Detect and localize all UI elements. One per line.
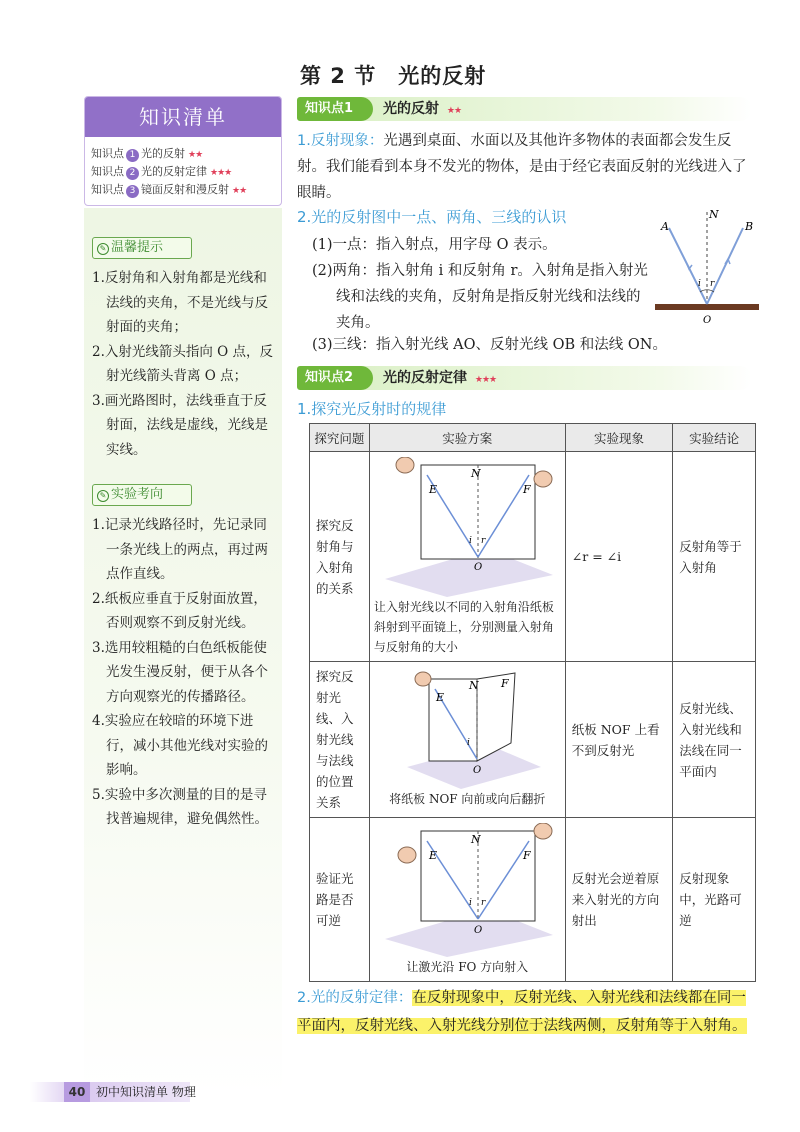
number-badge: 3 [126, 185, 139, 198]
table-row [310, 662, 756, 818]
checklist-prefix: 知识点 [91, 183, 124, 196]
knowledge-point-tag: 知识点2 [297, 366, 373, 390]
column-header: 实验现象 [565, 424, 673, 452]
phenomenon-cell: ∠r = ∠i [565, 452, 673, 662]
reflection-phenomenon [297, 128, 757, 206]
label-r: r [481, 897, 486, 908]
highlighted-law-text: 在反射现象中，反射光线、入射光线和法线都在同一平面内，反射光线、入射光线分别位于法线两侧，反射角等于入射角。 [297, 990, 747, 1034]
page-number: 40 [64, 1082, 90, 1102]
section-head: 2.光的反射定律： [297, 990, 413, 1006]
reflection-law [297, 984, 759, 1040]
exam-item: 4.实验应在较暗的环境下进行，减小其他光线对实验的影响。 [92, 713, 268, 778]
mirror-surface [655, 304, 759, 310]
table-header-row [310, 424, 756, 452]
section-head: 1.探究光反射时的规律 [297, 400, 447, 418]
difficulty-stars: ★★ [446, 106, 462, 116]
label-n: N [471, 832, 481, 846]
checklist-prefix: 知识点 [91, 147, 124, 160]
checklist-item [91, 181, 277, 199]
experiment-table [309, 423, 756, 982]
conclusion-cell: 反射光线、入射光线和法线在同一平面内 [673, 662, 756, 818]
tip-icon: ✎ [97, 243, 109, 255]
label-i: i [469, 897, 473, 908]
checklist-label: 光的反射 [141, 147, 185, 160]
tip-item: 2.入射光线箭头指向 O 点，反射光线箭头背离 O 点； [92, 343, 274, 384]
difficulty-stars: ★★ [232, 186, 247, 196]
number-badge: 2 [126, 167, 139, 180]
exam-title: 实验考向 [111, 487, 164, 502]
hand-icon [534, 823, 552, 839]
knowledge-checklist-header: 知识清单 [85, 97, 281, 137]
difficulty-stars: ★★★ [474, 375, 497, 385]
hand-icon [396, 457, 414, 473]
arrow-icon [687, 264, 692, 269]
label-r: r [710, 279, 715, 289]
checklist-item [91, 145, 277, 163]
label-b: B [745, 220, 754, 233]
tips-label [92, 237, 192, 259]
exam-item: 3.选用较粗糙的白色纸板能使光发生漫反射，便于从各个方向观察光的传播路径。 [92, 639, 268, 705]
exam-label [92, 484, 192, 506]
label-f: F [523, 848, 531, 862]
knowledge-checklist [91, 145, 277, 199]
definition-line: (3)三线：指入射光线 AO、反射光线 OB 和法线 ON。 [312, 337, 667, 353]
checklist-label: 镜面反射和漫反射 [141, 183, 229, 196]
hand-icon [398, 847, 416, 863]
tips-title: 温馨提示 [111, 240, 164, 255]
exam-item: 5.实验中多次测量的目的是寻找普遍规律，避免偶然性。 [92, 786, 268, 827]
reflection-diagram [655, 206, 760, 328]
question-cell: 探究反射光线、入射光线与法线的位置关系 [310, 662, 370, 818]
knowledge-point-title [383, 97, 461, 123]
conclusion-cell: 反射角等于入射角 [673, 452, 756, 662]
tips-list [92, 266, 278, 462]
label-n: N [469, 678, 479, 692]
folded-board-half [477, 673, 515, 761]
method-cell [369, 818, 565, 982]
difficulty-stars: ★★★ [210, 168, 232, 178]
exam-item: 1.记录光线路径时，先记录同一条光线上的两点，再过两点作直线。 [92, 517, 268, 582]
definition-line: (1)一点：指入射点，用字母 O 表示。 [312, 237, 557, 253]
experiment-figure [377, 457, 557, 597]
section-head: 1.反射现象： [297, 133, 384, 149]
conclusion-cell: 反射现象中，光路可逆 [673, 818, 756, 982]
label-e: E [429, 848, 438, 862]
phenomenon-cell: 反射光会逆着原来入射光的方向射出 [565, 818, 673, 982]
label-e: E [429, 482, 438, 496]
question-cell: 验证光路是否可逆 [310, 818, 370, 982]
reflected-ray [707, 228, 743, 304]
knowledge-point-2-bar [297, 366, 752, 390]
table-row [310, 452, 756, 662]
method-caption: 让入射光线以不同的入射角沿纸板斜射到平面镜上，分别测量入射角与反射角的大小 [373, 599, 554, 654]
experiment-figure [377, 823, 557, 957]
label-i: i [698, 279, 701, 289]
page-footer [30, 1082, 196, 1102]
column-header: 实验方案 [369, 424, 565, 452]
table-row [310, 818, 756, 982]
checklist-item [91, 163, 277, 181]
kp1-title-text: 光的反射 [383, 101, 439, 117]
label-i: i [467, 737, 471, 748]
label-f: F [501, 676, 509, 690]
section-head: 2.光的反射图中一点、两角、三线的认识 [297, 208, 567, 226]
label-a: A [661, 220, 669, 233]
tip-icon: ✎ [97, 490, 109, 502]
kp2-title-text: 光的反射定律 [383, 370, 467, 386]
definition-line: (2)两角：指入射角 i 和反射角 r。入射角是指入射光线和法线的夹角，反射角是指反射光线和法线的夹角。 [312, 263, 648, 331]
exam-item: 2.纸板应垂直于反射面放置，否则观察不到反射光线。 [92, 590, 267, 631]
method-caption: 将纸板 NOF 向前或向后翻折 [389, 791, 546, 806]
page-title: 第 2 节 光的反射 [300, 64, 487, 88]
hand-icon [415, 672, 431, 686]
question-cell: 探究反射角与入射角的关系 [310, 452, 370, 662]
label-o: O [474, 561, 483, 573]
label-e: E [436, 690, 445, 704]
tip-item: 3.画光路图时，法线垂直于反射面，法线是虚线，光线是实线。 [92, 392, 268, 458]
footer-text: 初中知识清单 物理 [96, 1085, 196, 1099]
label-o: O [474, 924, 483, 936]
label-i: i [469, 535, 473, 546]
label-o: O [703, 315, 712, 326]
checklist-label: 光的反射定律 [141, 165, 207, 178]
section-body: 光遇到桌面、水面以及其他许多物体的表面都会发生反射。我们能看到本身不发光的物体，是由于经它表面反射的光线进入了眼睛。 [297, 133, 747, 201]
one-point-two-angles-list [312, 232, 652, 336]
column-header: 实验结论 [673, 424, 756, 452]
exam-list [92, 513, 278, 832]
knowledge-point-tag: 知识点1 [297, 97, 373, 121]
label-f: F [523, 482, 531, 496]
knowledge-point-1-bar [297, 97, 752, 121]
label-o: O [473, 764, 482, 776]
phenomenon-cell: 纸板 NOF 上看不到反射光 [565, 662, 673, 818]
knowledge-checklist-box [84, 96, 282, 206]
label-r: r [481, 535, 486, 546]
checklist-prefix: 知识点 [91, 165, 124, 178]
number-badge: 1 [126, 149, 139, 162]
experiment-figure [377, 671, 557, 789]
sidebar [84, 96, 282, 1096]
method-cell [369, 662, 565, 818]
label-n: N [471, 466, 481, 480]
method-caption: 让激光沿 FO 方向射入 [406, 959, 529, 974]
label-n: N [709, 208, 719, 221]
difficulty-stars: ★★ [188, 150, 203, 160]
hand-icon [534, 471, 552, 487]
method-cell [369, 452, 565, 662]
knowledge-point-title [383, 366, 496, 392]
tip-item: 1.反射角和入射角都是光线和法线的夹角，不是光线与反射面的夹角； [92, 270, 268, 335]
column-header: 探究问题 [310, 424, 370, 452]
